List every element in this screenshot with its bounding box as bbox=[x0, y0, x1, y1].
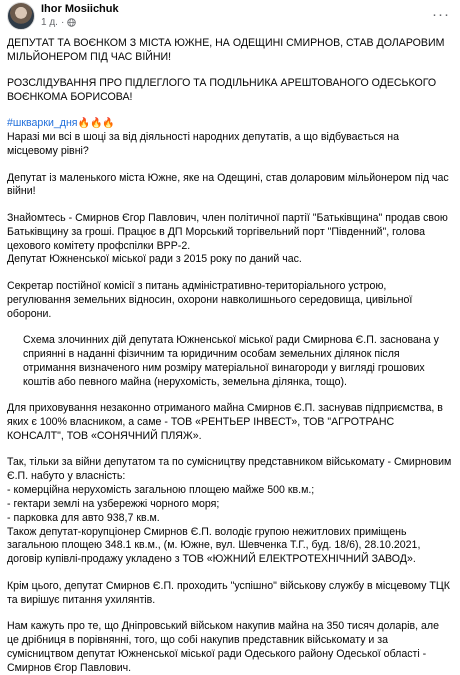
globe-icon[interactable] bbox=[67, 18, 76, 27]
conclusion-paragraph: Нам кажуть про те, що Дніпровський військом накупив майна на 350 тисяч доларів, але це дрібниця в порівнянні, того, що собі накупив представник військомату и за сумісництвом депутат Южненської міської ради Одеського району Одеської області - Смирнов Єгор Павлович. bbox=[7, 619, 439, 674]
post-time[interactable]: 1 д. bbox=[41, 17, 58, 28]
bio-paragraph-1: Знайомтесь - Смирнов Єгор Павлович, член політичної партії "Батьківщина" продав свою Батьківщину за гроші. Працює в ДП Морський торгівельний порт "Південний", голова цехового комітету профспілки ВРР-2. bbox=[7, 211, 448, 252]
post-meta bbox=[41, 17, 76, 28]
hashtag-link[interactable]: #шкварки_дня bbox=[7, 117, 78, 130]
hashtag-line bbox=[7, 117, 452, 131]
author-avatar[interactable] bbox=[7, 2, 35, 30]
more-icon[interactable]: ··· bbox=[432, 6, 450, 23]
assets-intro: Так, тільки за війни депутатом та по сумісництву представником військомату - Смирновим Є.П. набуто у власність: bbox=[7, 455, 452, 482]
post-header bbox=[0, 0, 460, 34]
intro-paragraph: Наразі ми всі в шоці за від діяльності народних депутатів, а що відбувається на місцевому рівні? bbox=[7, 131, 400, 158]
asset-item-parking: - парковка для авто 938,7 кв.м. bbox=[7, 511, 160, 524]
author-name[interactable]: Ihor Mosiichuk bbox=[41, 3, 119, 15]
asset-item-land: - гектари землі на узбережжі чорного моря; bbox=[7, 497, 220, 510]
lead-paragraph: Депутат із маленького міста Южне, яке на Одещині, став доларовим мільйонером під час війни! bbox=[7, 171, 449, 198]
assets-extra: Також депутат-корупціонер Смирнов Є.П. володіє групою нежитлових приміщень загальною площею 348.1 кв.м., (м. Южне, вул. Шевченка Т.Г., буд. 18/6), 28.10.2021, договір купівлі-продажу укладено з ТОВ «ЮЖНИЙ ЕЛЕКТРОТЕХНІЧНИЙ ЗАВОД». bbox=[7, 525, 421, 566]
scheme-paragraph: Схема злочинних дій депутата Южненської міської ради Смирнова Є.П. заснована у сприянні в наданні фізичним та юридичним особам земельних ділянок після отримання визначеного ним розміру матеріальної винагороди у вигляді грошових коштів або певного майна (нерухомість, земельна ділянка, тощо). bbox=[23, 333, 439, 388]
fire-emojis: 🔥🔥🔥 bbox=[77, 118, 115, 130]
asset-item-commercial: - комерційна нерухомість загальною площею майже 500 кв.м.; bbox=[7, 483, 315, 496]
bio-paragraph-2: Депутат Южненської міської ради з 2015 року по даний час. bbox=[7, 253, 302, 266]
headline-paragraph: ДЕПУТАТ ТА ВОЄНКОМ З МІСТА ЮЖНЕ, НА ОДЕЩИНІ СМИРНОВ, СТАВ ДОЛАРОВИМ МІЛЬЙОНЕРОМ ПІД ЧАС ВІЙНИ! bbox=[7, 37, 445, 63]
service-paragraph: Крім цього, депутат Смирнов Є.П. проходить "успішно" військову службу в місцевому ТЦК та вирішує питання ухилянтів. bbox=[7, 579, 450, 606]
laundering-paragraph: Для приховування незаконно отриманого майна Смирнов Є.П. заснував підприємства, в яких є 100% власником, а саме - ТОВ «РЕНТЬЕР ІНВЕСТ», ТОВ "АГРОТРАНС КОНСАЛТ", ТОВ «СОНЯЧНИЙ ПЛЯЖ». bbox=[7, 401, 443, 442]
secretary-paragraph: Секретар постійної комісії з питань адміністративно-територіального устрою, регулювання земельних відносин, охорони навколишнього середовища, цивільної оборони. bbox=[7, 279, 413, 320]
meta-separator: · bbox=[60, 17, 65, 28]
post-body bbox=[7, 37, 452, 675]
subheadline-paragraph: РОЗСЛІДУВАННЯ ПРО ПІДЛЕГЛОГО ТА ПОДІЛЬНИКА АРЕШТОВАНОГО ОДЕСЬКОГО ВОЄНКОМА БОРИСОВА! bbox=[7, 77, 437, 104]
